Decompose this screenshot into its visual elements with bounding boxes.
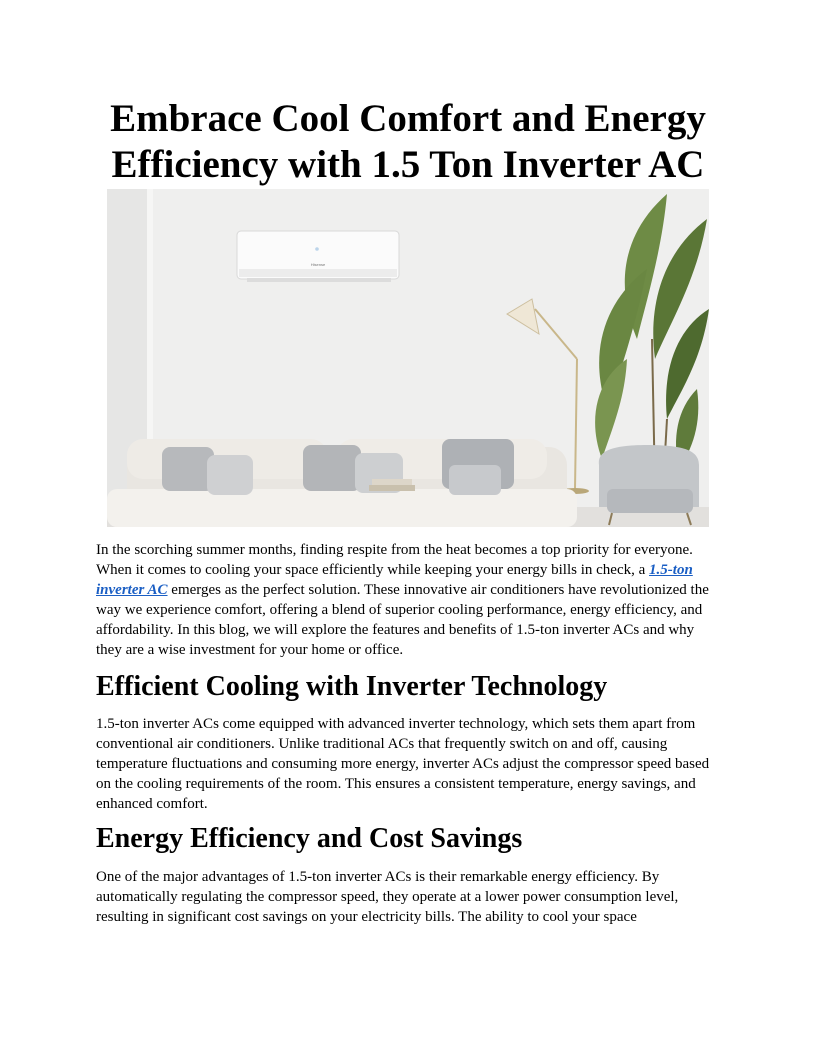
section-heading-efficient-cooling: Efficient Cooling with Inverter Technology [96, 671, 608, 702]
section-body-energy-efficiency: One of the major advantages of 1.5-ton inverter ACs is their remarkable energy efficiency. By automatically regulating the compressor speed, they operate at a lower power consumption level, resulting in significant cost savings on your electricity bills. The ability to cool your space [96, 869, 679, 925]
sofa-illustration [107, 439, 577, 527]
intro-paragraph [96, 540, 721, 660]
inverter-ac-link[interactable]: 1.5-ton inverter AC [96, 562, 693, 598]
page-title: Embrace Cool Comfort and Energy Efficiency with 1.5 Ton Inverter AC [110, 97, 706, 186]
intro-text-start: In the scorching summer months, finding respite from the heat becomes a top priority for everyone. When it comes to cooling your space efficiently while keeping your energy bills in check, a [96, 542, 693, 578]
ac-unit-illustration [237, 231, 399, 282]
hero-image [107, 189, 709, 527]
intro-text-end: emerges as the perfect solution. These innovative air conditioners have revolutionized the way we experience comfort, offering a blend of superior cooling performance, energy efficiency, and affordability. In this blog, we will explore the features and benefits of 1.5-ton inverter ACs and why they are a wise investment for your home or office. [96, 582, 709, 658]
ac-brand-label: Hisense [310, 262, 326, 267]
section-body-efficient-cooling: 1.5-ton inverter ACs come equipped with advanced inverter technology, which sets them apart from conventional air conditioners. Unlike traditional ACs that frequently switch on and off, causing temperature fluctuations and consuming more energy, inverter ACs adjust the compressor speed based on the cooling requirements of the room. This ensures a consistent temperature, energy savings, and enhanced comfort. [96, 716, 710, 812]
armchair-illustration [599, 445, 699, 525]
section-heading-energy-efficiency: Energy Efficiency and Cost Savings [96, 823, 523, 854]
